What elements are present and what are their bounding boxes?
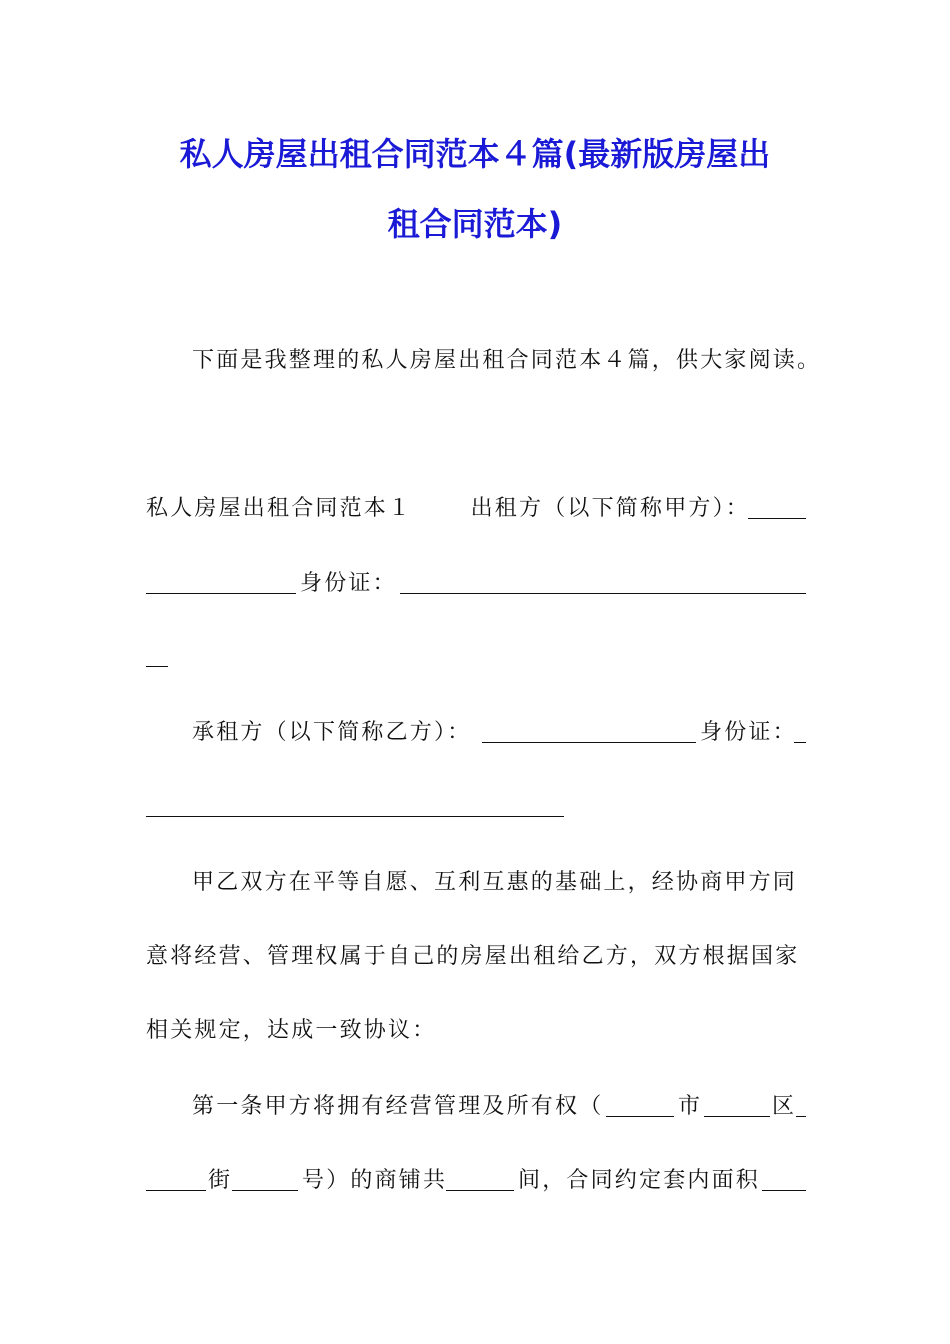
lessor-line: [146, 498, 750, 520]
lessee-id-blank-cont: [146, 816, 564, 817]
agreement-paragraph-line-3: 相关规定，达成一致协议：: [146, 1018, 437, 1043]
document-title-line-1: 私人房屋出租合同范本４篇(最新版房屋出: [179, 135, 771, 173]
agreement-paragraph-line-2: 意将经营、管理权属于自己的房屋出租给乙方，双方根据国家: [146, 944, 800, 969]
street-label: 街: [208, 1168, 233, 1193]
lessee-id-blank: [794, 742, 806, 743]
rooms-blank: [446, 1190, 514, 1191]
district-blank: [704, 1116, 770, 1117]
rooms-label: 间，合同约定套内面积: [518, 1168, 761, 1193]
lessor-id-blank-cont: [146, 666, 168, 667]
section-label: 私人房屋出租合同范本１: [146, 496, 413, 521]
lessor-id-label: 身份证：: [300, 571, 397, 596]
lessor-label: 出租方（以下简称甲方）：: [470, 496, 751, 521]
district-label: 区: [772, 1094, 797, 1119]
number-label: 号）的商铺共: [302, 1168, 448, 1193]
street-blank-cont: [146, 1190, 206, 1191]
lessor-name-blank-cont: [146, 593, 296, 594]
article-1-prefix: 第一条甲方将拥有经营管理及所有权（: [192, 1094, 604, 1119]
intro-paragraph: 下面是我整理的私人房屋出租合同范本４篇，供大家阅读。: [192, 348, 822, 373]
number-blank: [232, 1190, 298, 1191]
lessee-id-label: 身份证：: [700, 720, 797, 745]
area-blank: [762, 1190, 806, 1191]
agreement-paragraph-line-1: 甲乙双方在平等自愿、互利互惠的基础上，经协商甲方同: [192, 870, 798, 895]
city-blank: [606, 1116, 674, 1117]
street-blank: [796, 1116, 806, 1117]
city-label: 市: [678, 1094, 703, 1119]
lessee-label: 承租方（以下简称乙方）：: [192, 720, 472, 745]
article-1-line-1: [192, 1096, 603, 1118]
lessee-name-blank: [482, 742, 696, 743]
lessor-name-blank: [748, 518, 806, 519]
document-title-line-2: 租合同范本): [387, 205, 563, 243]
lessor-id-blank: [400, 593, 806, 594]
